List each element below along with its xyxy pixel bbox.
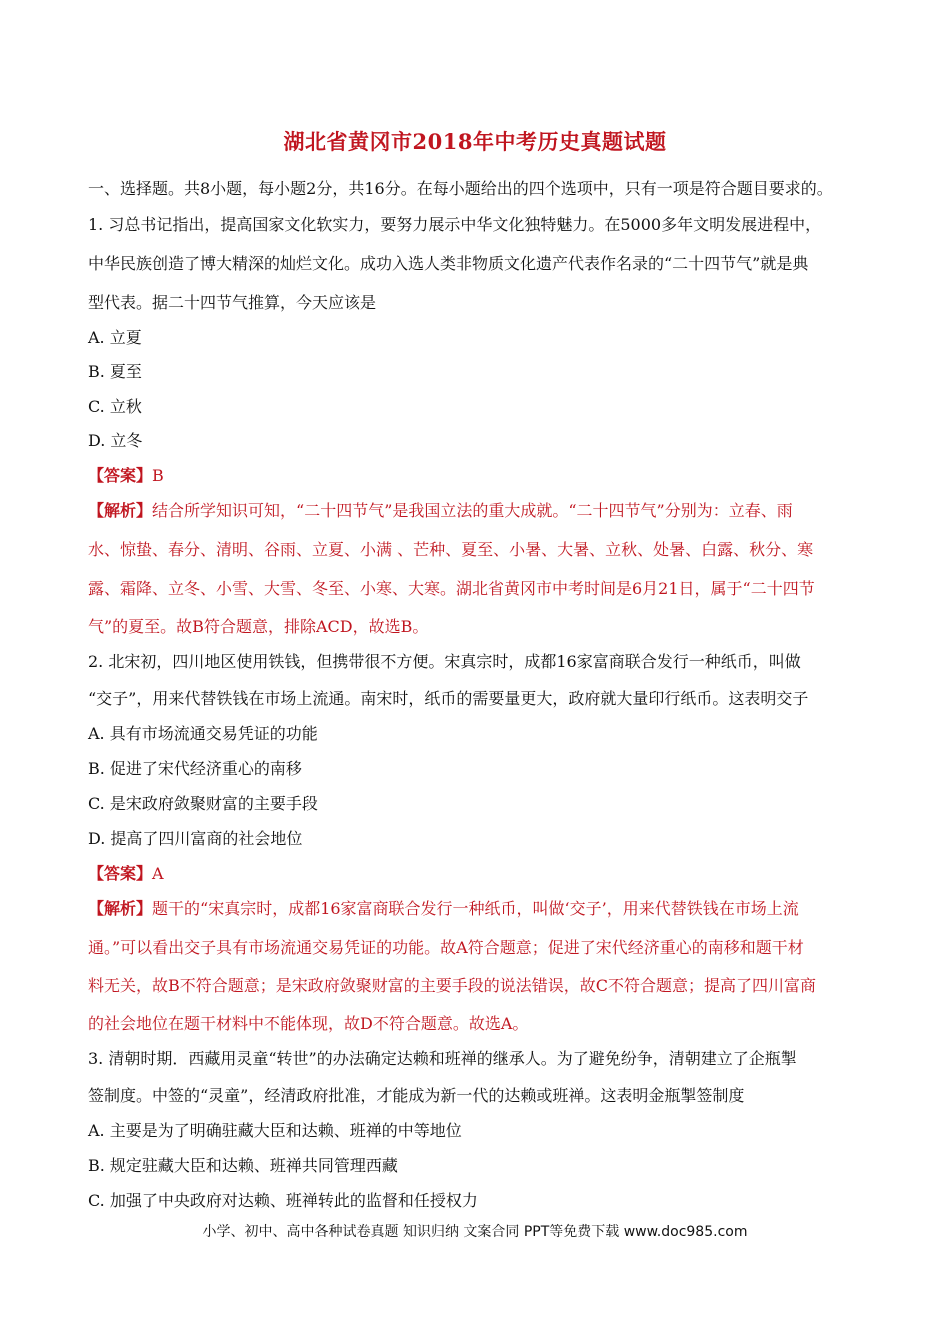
question-1-option-b: B. 夏至: [88, 362, 142, 381]
answer-value: B: [152, 466, 164, 485]
analysis-text: 结合所学知识可知，“二十四节气”是我国立法的重大成就。“二十四节气”分别为：立春、雨: [152, 501, 793, 520]
question-2-option-c: C. 是宋政府敛聚财富的主要手段: [88, 794, 318, 813]
answer-value: A: [152, 864, 164, 883]
question-2-option-d: D. 提高了四川富商的社会地位: [88, 829, 303, 848]
question-2-answer: [88, 863, 164, 885]
section-header: 一、选择题。共8小题，每小题2分，共16分。在每小题给出的四个选项中，只有一项是符合题目要求的。: [88, 179, 833, 198]
question-1-answer: [88, 465, 164, 487]
answer-tag: 【答案】: [88, 864, 153, 883]
question-3-stem-line-1: 3. 清朝时期．西藏用灵童“转世”的办法确定达赖和班禅的继承人。为了避免纷争，清朝建立了企瓶掣: [88, 1049, 797, 1068]
question-1-stem-line-1: 1. 习总书记指出，提高国家文化软实力，要努力展示中华文化独特魅力。在5000多年文明发展进程中，: [88, 215, 822, 234]
question-1-stem-line-3: 型代表。据二十四节气推算，今天应该是: [88, 293, 377, 312]
question-3-stem-line-2: 签制度。中签的“灵童”，经清政府批准，才能成为新一代的达赖或班禅。这表明金瓶掣签制度: [88, 1086, 745, 1105]
question-3-option-c: C. 加强了中央政府对达赖、班禅转此的监督和任授权力: [88, 1191, 478, 1210]
question-2-stem-line-1: 2. 北宋初，四川地区使用铁钱，但携带很不方便。宋真宗时，成都16家富商联合发行一种纸币，叫做: [88, 652, 801, 671]
question-1-analysis-line-4: 气”的夏至。故B符合题意，排除ACD，故选B。: [88, 617, 429, 636]
answer-tag: 【答案】: [88, 466, 153, 485]
question-2-stem-line-2: “交子”，用来代替铁钱在市场上流通。南宋时，纸币的需要量更大，政府就大量印行纸币。这表明交子: [88, 689, 809, 708]
question-1-stem-line-2: 中华民族创造了博大精深的灿烂文化。成功入选人类非物质文化遗产代表作名录的“二十四节气”就是典: [88, 254, 809, 273]
page-footer[interactable]: 小学、初中、高中各种试卷真题 知识归纳 文案合同 PPT等免费下载 www.doc985.com: [202, 1224, 748, 1240]
question-2-analysis-line-2: 通。”可以看出交子具有市场流通交易凭证的功能。故A符合题意；促进了宋代经济重心的南移和题干材: [88, 938, 804, 957]
document-title: 湖北省黄冈市2018年中考历史真题试题: [283, 129, 667, 154]
question-3-option-a: A. 主要是为了明确驻藏大臣和达赖、班禅的中等地位: [88, 1121, 462, 1140]
analysis-text: 题干的“宋真宗时，成都16家富商联合发行一种纸币，叫做‘交子’，用来代替铁钱在市场上流: [152, 899, 799, 918]
question-3-option-b: B. 规定驻藏大臣和达赖、班禅共同管理西藏: [88, 1156, 398, 1175]
question-2-option-a: A. 具有市场流通交易凭证的功能: [88, 724, 318, 743]
analysis-tag: 【解析】: [88, 899, 153, 918]
question-2-analysis-line-1: [88, 898, 799, 920]
question-1-analysis-line-3: 露、霜降、立冬、小雪、大雪、冬至、小寒、大寒。湖北省黄冈市中考时间是6月21日，属于“二十四节: [88, 579, 815, 598]
question-2-option-b: B. 促进了宋代经济重心的南移: [88, 759, 302, 778]
question-2-analysis-line-3: 料无关，故B不符合题意；是宋政府敛聚财富的主要手段的说法错误，故C不符合题意；提高了四川富商: [88, 976, 817, 995]
question-1-analysis-line-1: [88, 500, 793, 522]
question-2-analysis-line-4: 的社会地位在题干材料中不能体现，故D不符合题意。故选A。: [88, 1014, 529, 1033]
question-1-option-a: A. 立夏: [88, 328, 142, 347]
question-1-option-c: C. 立秋: [88, 397, 142, 416]
analysis-tag: 【解析】: [88, 501, 153, 520]
question-1-analysis-line-2: 水、惊蛰、春分、清明、谷雨、立夏、小满 、芒种、夏至、小暑、大暑、立秋、处暑、白露、秋分、寒: [88, 540, 814, 559]
question-1-option-d: D. 立冬: [88, 431, 143, 450]
